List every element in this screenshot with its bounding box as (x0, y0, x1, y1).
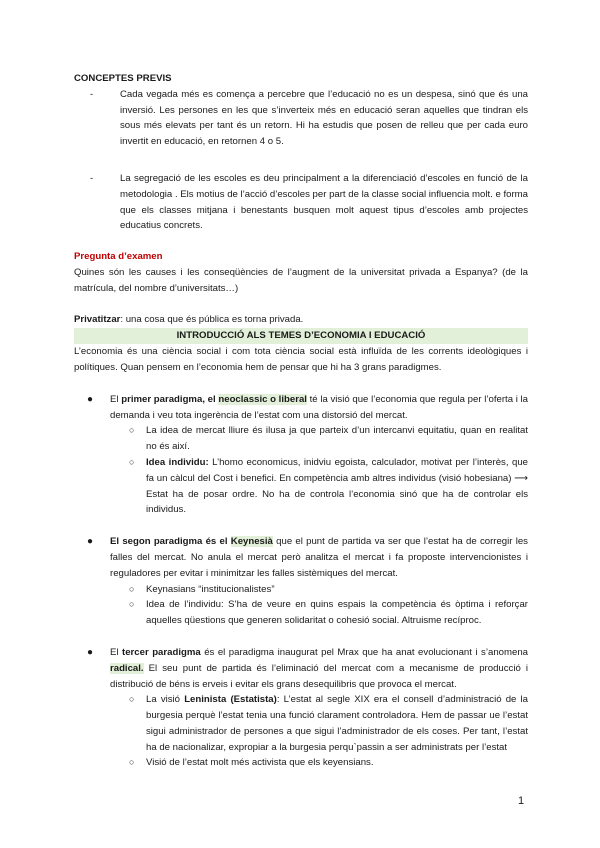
concept-text: Cada vegada més es comença a percebre que l’educació no es un despesa, sinó que és una inversió. Les persones en les que s’inverteix més en educació seran aquelles que tindran els sous més elevats per tant és un retorn. Hi ha estudis que posen de relleu que per cada euro invertit en educació, en retornen 4 o 5. (120, 88, 528, 148)
circle-marker: ○ (129, 599, 135, 610)
circle-marker: ○ (129, 757, 135, 768)
privatitzar-text: : una cosa que és pública es torna privada. (120, 313, 304, 325)
bullet-marker: ● (87, 393, 94, 405)
p3-mid: és el paradigma inaugurat pel Mrax que ha anat evolucionant i s’anomena (200, 646, 528, 658)
p3-highlight: radical. (110, 662, 144, 674)
circle-marker: ○ (129, 694, 135, 705)
dash-marker: - (90, 88, 94, 100)
paradigm-3-sub (74, 692, 528, 755)
p1-sub2-bold: Idea individu: (146, 456, 209, 468)
p2-highlight: Keynesià (230, 536, 273, 548)
concept-item (74, 87, 528, 150)
p1-sub2: L’homo economicus, inidviu egoista, calculador, motivat per l’interès, que fa un càlcul del Cost i benefici. En competència amb altres individus (visió hobesiana) ⟶ Estat ha de posar ordre. No ha de controla l’economia sinó que ha de controlar els individus. (146, 456, 528, 516)
p1-mid: , el (202, 393, 219, 405)
p2-sub2: Idea de l’individu: S’ha de veure en quins espais la competència és òptima i reforçar aquelles qüestions que generen solidaritat o cohesió social. Altruisme recíproc. (146, 599, 528, 627)
paradigm-1 (74, 392, 528, 424)
page-content (74, 71, 528, 771)
concepts-heading: CONCEPTES PREVIS (74, 73, 172, 84)
p3-post: El seu punt de partida és l’eliminació del mercat com a mecanisme de producció i distribució de béns is erveis i evitar els grans desequilibris que provoca el mercat. (110, 662, 528, 690)
paradigm-3 (74, 645, 528, 692)
exam-question: Quines són les causes i les conseqüències de l’augment de la universitat privada a Espanya? (de la matrícula, del nombre d’universitats…) (74, 266, 528, 294)
p3-sub2: Visió de l’estat molt més activista que els keyensians. (146, 757, 374, 769)
p1-post: té la visió que l’economia que regula per l’oferta i la demanda i veu tota ingerència de l’estat com una distorsió del mercat. (110, 393, 529, 421)
bullet-marker: ● (87, 646, 94, 658)
p2-bold: El segon paradigma és el (110, 536, 231, 548)
p1-pre: El (110, 393, 122, 405)
paradigm-2-sub (74, 582, 528, 598)
p1-sub1: La idea de mercat lliure és ilusa ja que parteix d’un intercanvi equitatiu, quan en realitat no és així. (146, 425, 528, 453)
concept-text: La segregació de les escoles es deu principalment a la diferenciació d’escoles en funció de la metodologia . Els motius de l’acció d’escoles per part de la classe social influencia molt. e forma que els classes mitjana i benestants busquen molt aquest tipus d’escoles amb projectes educatius concrets. (120, 172, 528, 232)
paradigm-1-sub (74, 455, 528, 518)
p3-pre: El (110, 646, 123, 658)
concept-item (74, 171, 528, 234)
p2-post: que el punt de partida va ser que l’estat ha de corregir les falles del mercat. No anula el mercat però analitza el mercat i fa proposte intervencionistes i reguladores per evitar i minimitzar les falles sistèmiques del mercat. (110, 536, 528, 579)
privatitzar-definition (74, 312, 528, 328)
bullet-marker: ● (87, 536, 94, 548)
section-title: INTRODUCCIÓ ALS TEMES D’ECONOMIA I EDUCACIÓ (74, 328, 528, 344)
circle-marker: ○ (129, 583, 135, 594)
p3-bold: tercer paradigma (122, 646, 201, 658)
section-intro: L’economia és una ciència social i com tota ciència social està influïda de les corrents ideològiques i polítiques. Quan pensem en l’economia hem de pensar que hi ha 3 grans paradigmes. (74, 346, 528, 373)
p1-bold: primer paradigma (121, 393, 203, 405)
p3-sub1-pre: La visió (146, 694, 185, 706)
circle-marker: ○ (129, 425, 135, 436)
p2-sub1: Keynasians “institucionalistes” (146, 583, 275, 595)
paradigm-3-sub (74, 755, 528, 771)
exam-heading: Pregunta d’examen (74, 251, 163, 263)
paradigm-2 (74, 534, 528, 581)
paradigm-2-sub (74, 597, 528, 629)
p3-sub1: : L’estat al segle XIX era el consell d’administració de la burgesia perquè l’estat tenia una funció clarament controladora. Hem de passar ue l’estat sigui administrador de persones a que sigui l’administrador de els coses. Per tant, l’estat ha de nacionalizar, expropiar a la burgesia perqu`passin a ser administrats per l’estat (146, 694, 528, 753)
privatitzar-term: Privatitzar (74, 313, 121, 325)
p1-highlight: neoclassic o liberal (218, 393, 307, 405)
p3-sub1-bold: Leninista (Estatista) (184, 694, 277, 706)
page-number: 1 (518, 795, 525, 807)
dash-marker: - (90, 172, 94, 184)
paradigm-1-sub (74, 423, 528, 455)
circle-marker: ○ (129, 456, 135, 467)
